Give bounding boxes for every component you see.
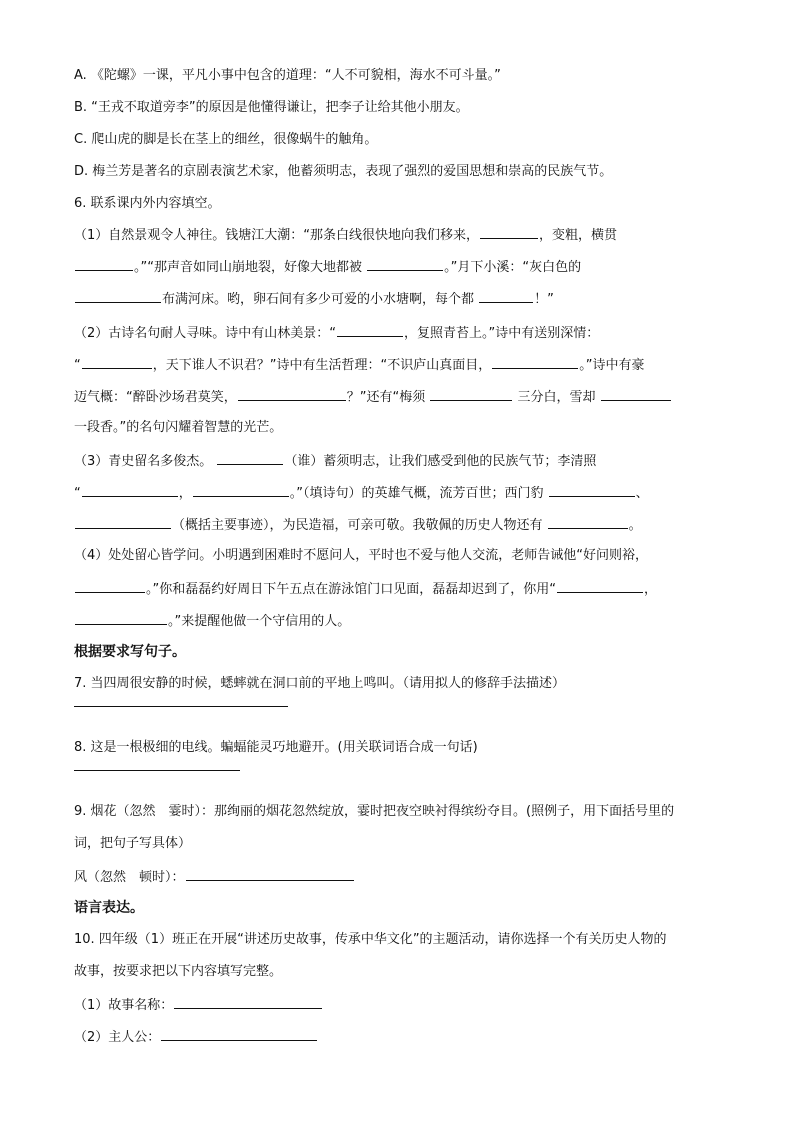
text-line	[74, 578, 724, 600]
fill-in-blank[interactable]	[549, 482, 635, 497]
text-segment: 9. 烟花（忽然 霎时）：那绚丽的烟花忽然绽放，霎时把夜空映衬得缤纷夺目。(照例子，用下面括号里的	[74, 804, 675, 819]
text-line	[74, 162, 724, 182]
text-segment: （1）自然景观令人神往。钱塘江大潮：“那条白线很快地向我们移来，	[74, 228, 480, 243]
text-segment: （2）古诗名句耐人寻味。诗中有山林美景：“	[74, 326, 337, 341]
fill-in-blank[interactable]	[75, 610, 167, 625]
text-segment: ，复照青苔上。”诗中有送别深情：	[404, 326, 600, 341]
section-heading	[74, 642, 724, 662]
text-segment: ，	[643, 582, 657, 597]
text-segment: 。”“那声音如同山崩地裂，好像大地都被	[134, 260, 367, 275]
text-segment: 10. 四年级（1）班正在开展“讲述历史故事，传承中华文化”的主题活动，请你选择一个有关历史人物的	[74, 932, 667, 947]
text-segment: ！”	[534, 292, 554, 307]
fill-in-blank[interactable]	[186, 866, 354, 881]
text-segment: 。”来提醒他做一个守信用的人。	[168, 614, 351, 629]
text-segment: 。”你和磊磊约好周日下午五点在游泳馆门口见面，磊磊却迟到了，你用“	[146, 582, 556, 597]
text-segment: ，	[178, 486, 192, 501]
text-line	[74, 256, 724, 278]
text-segment: 、	[635, 486, 649, 501]
text-line	[74, 482, 724, 504]
text-segment: “	[74, 486, 81, 501]
text-segment: 。”诗中有豪	[579, 358, 645, 373]
fill-in-blank[interactable]	[161, 1026, 317, 1041]
text-segment: （概括主要事迹），为民造福，可亲可敬。我敬佩的历史人物还有	[172, 518, 547, 533]
text-line	[74, 962, 724, 982]
text-segment: 布满河床。哟，卵石间有多少可爱的小水塘啊，每个都	[162, 292, 479, 307]
text-line	[74, 98, 724, 118]
text-line	[74, 514, 724, 536]
text-segment: 风（忽然 顿时）：	[74, 870, 185, 885]
text-segment: 。”（填诗句）的英雄气概，流芳百世；西门豹	[289, 486, 548, 501]
text-segment: 8. 这是一根极细的电线。蝙蝠能灵巧地避开。(用关联词语合成一句话)	[74, 740, 478, 755]
text-segment: 6. 联系课内外内容填空。	[74, 196, 221, 211]
text-segment: （谁）蓄须明志，让我们感受到他的民族气节；李清照	[284, 454, 597, 469]
fill-in-blank[interactable]	[479, 288, 533, 303]
text-segment: D. 梅兰芳是著名的京剧表演艺术家，他蓄须明志，表现了强烈的爱国思想和崇高的民族气节。	[74, 164, 613, 179]
text-line	[74, 994, 724, 1016]
text-line	[74, 450, 724, 472]
text-segment: 词，把句子写具体）	[74, 836, 192, 851]
fill-in-blank[interactable]	[82, 482, 178, 497]
fill-in-blank[interactable]	[337, 322, 403, 337]
text-line	[74, 802, 724, 822]
text-segment: 。”月下小溪：“灰白色的	[444, 260, 582, 275]
text-line	[74, 66, 724, 86]
text-line	[74, 354, 724, 376]
text-segment: 。	[628, 518, 642, 533]
text-line	[74, 322, 724, 344]
fill-in-blank[interactable]	[548, 514, 628, 529]
text-line	[74, 930, 724, 950]
text-line	[74, 738, 724, 758]
text-segment: B. “王戎不取道旁李”的原因是他懂得谦让，把李子让给其他小朋友。	[74, 100, 469, 115]
text-segment: 一段香。”的名句闪耀着智慧的光芒。	[74, 420, 283, 435]
text-segment: （4）处处留心皆学问。小明遇到困难时不愿问人，平时也不爱与他人交流，老师告诫他“好问则裕，	[74, 548, 649, 563]
fill-in-blank[interactable]	[492, 354, 578, 369]
text-line	[74, 194, 724, 214]
text-line	[74, 1026, 724, 1048]
text-line	[74, 130, 724, 150]
text-line	[74, 386, 724, 408]
text-segment: （1）故事名称：	[74, 998, 174, 1013]
text-segment: 三分白，雪却	[513, 390, 600, 405]
fill-in-blank[interactable]	[75, 514, 171, 529]
fill-in-blank[interactable]	[174, 994, 322, 1009]
fill-in-blank[interactable]	[75, 578, 145, 593]
fill-in-blank[interactable]	[367, 256, 443, 271]
fill-in-blank[interactable]	[75, 256, 133, 271]
answer-line[interactable]	[74, 770, 240, 771]
text-line	[74, 418, 724, 438]
fill-in-blank[interactable]	[601, 386, 671, 401]
fill-in-blank[interactable]	[557, 578, 643, 593]
text-line	[74, 866, 724, 888]
text-line	[74, 546, 724, 566]
fill-in-blank[interactable]	[480, 224, 538, 239]
section-heading	[74, 898, 724, 918]
fill-in-blank[interactable]	[193, 482, 289, 497]
text-segment: C. 爬山虎的脚是长在茎上的细丝，很像蜗牛的触角。	[74, 132, 378, 147]
text-segment: 语言表达。	[74, 900, 144, 916]
fill-in-blank[interactable]	[430, 386, 512, 401]
text-line	[74, 288, 724, 310]
text-segment: A. 《陀螺》一课，平凡小事中包含的道理：“人不可貌相，海水不可斗量。”	[74, 68, 501, 83]
fill-in-blank[interactable]	[75, 288, 161, 303]
fill-in-blank[interactable]	[238, 386, 346, 401]
text-segment: ？”还有“梅须	[346, 390, 430, 405]
text-segment: 根据要求写句子。	[74, 644, 186, 660]
text-segment: “	[74, 358, 81, 373]
answer-line[interactable]	[74, 706, 288, 707]
text-segment: ，天下谁人不识君？”诗中有生活哲理：“不识庐山真面目，	[152, 358, 492, 373]
text-line	[74, 674, 724, 694]
text-segment: （3）青史留名多俊杰。	[74, 454, 217, 469]
text-line	[74, 610, 724, 632]
text-line	[74, 224, 724, 246]
text-segment: 迈气概：“醉卧沙场君莫笑，	[74, 390, 237, 405]
fill-in-blank[interactable]	[217, 450, 283, 465]
text-segment: 故事，按要求把以下内容填写完整。	[74, 964, 283, 979]
text-line	[74, 834, 724, 854]
text-segment: 7. 当四周很安静的时候，蟋蟀就在洞口前的平地上鸣叫。（请用拟人的修辞手法描述）	[74, 676, 566, 691]
fill-in-blank[interactable]	[82, 354, 152, 369]
text-segment: ，变粗，横贯	[539, 228, 618, 243]
text-segment: （2）主人公：	[74, 1030, 161, 1045]
